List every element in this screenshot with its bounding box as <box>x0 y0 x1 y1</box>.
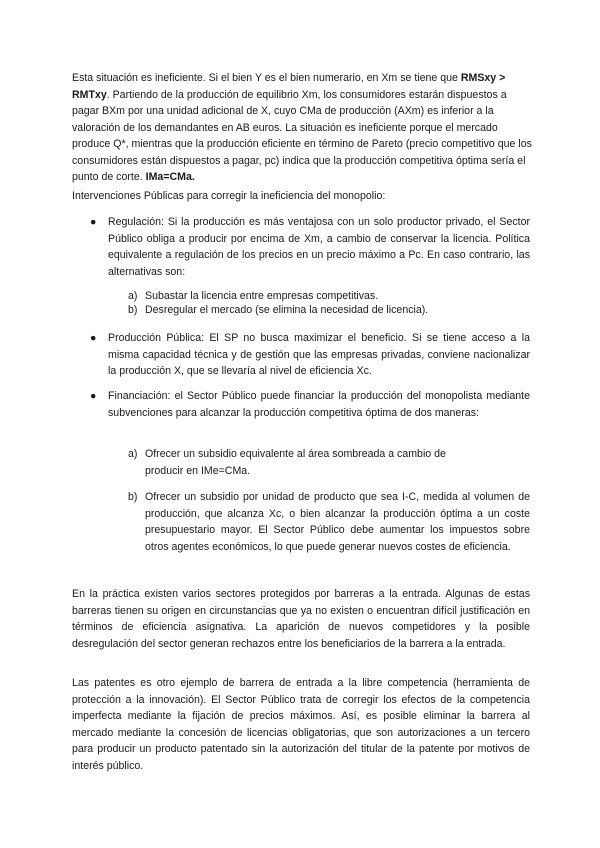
intervenciones-heading: Intervenciones Públicas para corregir la ineficiencia del monopolio: <box>72 190 386 202</box>
paragraph-patentes: Las patentes es otro ejemplo de barrera de entrada a la libre competencia (herramienta de protección a la innovación). El Sector Público trata de corregir los efectos de la competencia imperfecta mediante la fijación de precios máximos. Así, es posible eliminar la barrera al mercado mediante la concesión de licencias obligatorias, que son autorizaciones a un tercero para producir un producto patentado sin la autorización del titular de la patente por motivos de interés público. <box>72 677 530 772</box>
bullet-text: Financiación: el Sector Público puede financiar la producción del monopolista mediante subvenciones para alcanzar la producción competitiva óptima de dos maneras: <box>108 390 530 419</box>
subitem-label: b) <box>128 304 138 316</box>
subitem-label: a) <box>128 290 138 302</box>
bullet-text: Producción Pública: El SP no busca maximizar el beneficio. Si se tiene acceso a la misma capacidad técnica y de gestión que las empresas privadas, conviene nacionalizar la producción X, que se llevaría al nivel de eficiencia Xc. <box>108 332 530 377</box>
subitem-text: Subastar la licencia entre empresas competitivas. <box>145 290 379 302</box>
bullet-marker: ● <box>90 216 97 228</box>
subitem-text: Desregular el mercado (se elimina la necesidad de licencia). <box>145 304 429 316</box>
bullet-marker: ● <box>90 390 97 402</box>
paragraph-barreras: En la práctica existen varios sectores protegidos por barreras a la entrada. Algunas de estas barreras tienen su origen en circunstancias que ya no existen o encuentran difícil justificación en términos de eficiencia asignativa. La aparición de nuevos competidores y la posible desregulación del sector generan rechazos entre los beneficiarios de la barrera a la entrada. <box>72 588 530 650</box>
bold-term-ima-cma: IMa=CMa. <box>145 171 195 183</box>
subitem-text: Ofrecer un subsidio equivalente al área sombreada a cambio de producir en IMe=CMa. <box>145 448 446 477</box>
bullet-text: Regulación: Si la producción es más ventajosa con un solo productor privado, el Sector Público obliga a producir por encima de Xm, a cambio de conservar la licencia. Política equivalente a regulación de los precios en un precio máximo a Pc. En caso contrario, las alternativas son: <box>108 216 530 278</box>
subitem-text: Ofrecer un subsidio por unidad de producto que sea I-C, medida al volumen de producción, que alcanza Xc, o bien alcanzar la producción óptima a un coste presupuestario mayor. El Sector Público debe aumentar los impuestos sobre otros agentes económicos, lo que puede generar nuevos costes de eficiencia. <box>145 491 530 553</box>
bold-term-rms-rmt: RMSxy > RMTxy <box>72 72 506 101</box>
bullet-marker: ● <box>90 332 97 344</box>
paragraph-ineficiencia <box>72 70 534 186</box>
paragraph-text: Esta situación es ineficiente. Si el bien Y es el bien numerario, en Xm se tiene que <box>72 72 461 84</box>
subitem-label: b) <box>128 491 138 503</box>
paragraph-text: . Partiendo de la producción de equilibrio Xm, los consumidores estarán dispuestos a pagar BXm por una unidad adicional de X, cuyo CMa de producción (AXm) es inferior a la valoración de los demandantes en AB euros. La situación es ineficiente porque el mercado produce Q*, mientras que la producción eficiente en término de Pareto (precio competitivo que los consumidores están dispuestos a pagar, pc) indica que la producción competitiva óptima sería el punto de corte. <box>72 88 532 183</box>
subitem-label: a) <box>128 448 138 460</box>
